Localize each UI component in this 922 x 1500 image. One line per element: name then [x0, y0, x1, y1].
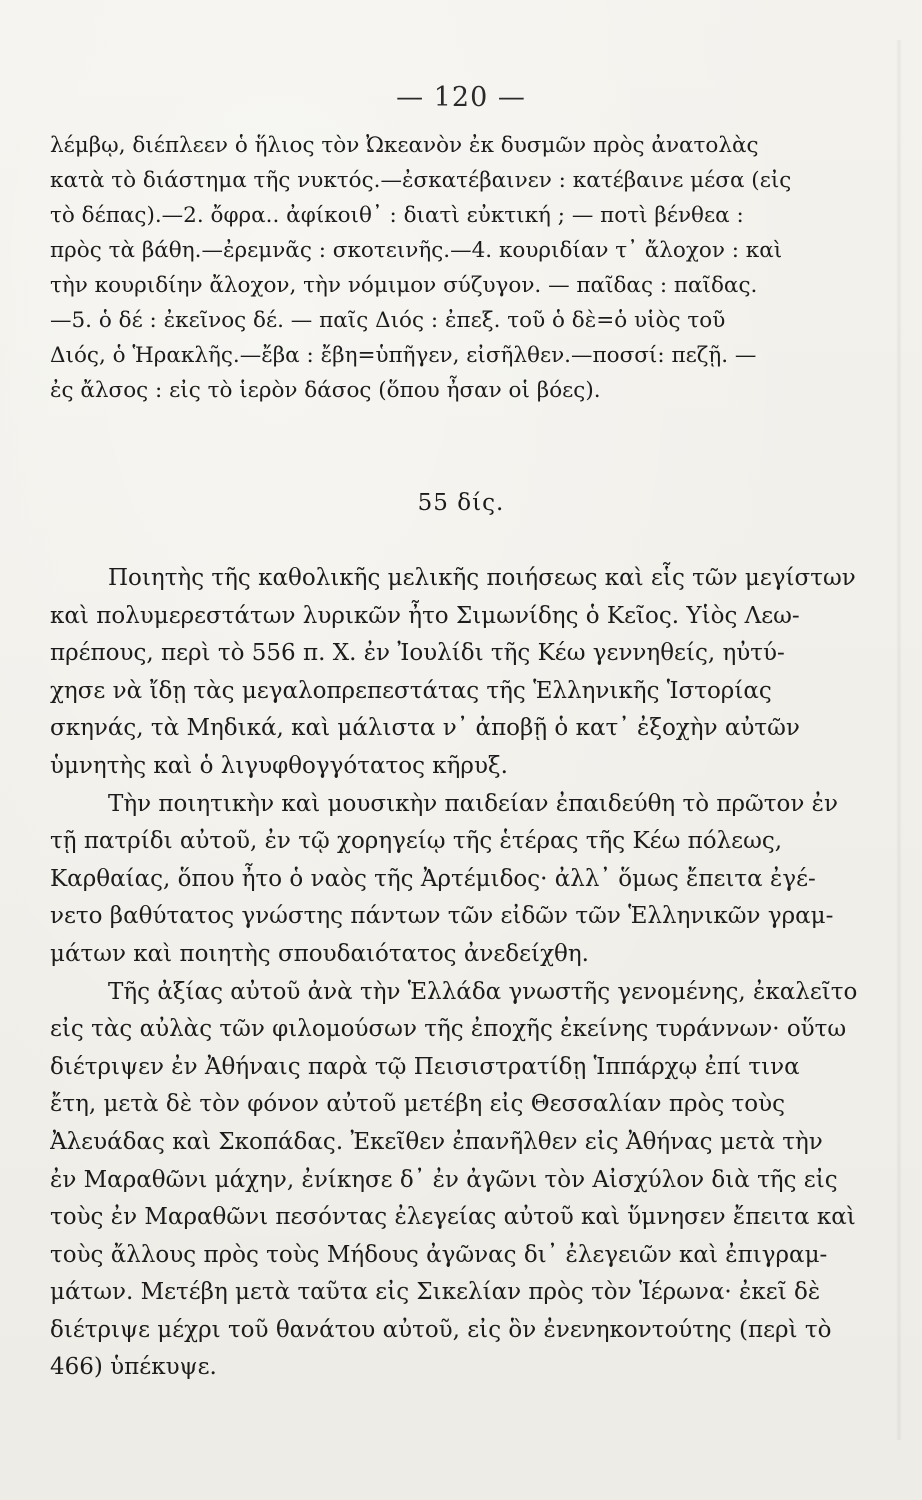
notes-line: ἐς ἄλσος : εἰς τὸ ἱερὸν δάσος (ὅπου ἦσαν οἱ βόες).	[50, 378, 601, 403]
paragraph-line: τοὺς ἐν Μαραθῶνι πεσόντας ἐλεγείας αὐτοῦ καὶ ὕμνησεν ἔπειτα καὶ	[50, 1204, 856, 1231]
paragraph-line: τῇ πατρίδι αὐτοῦ, ἐν τῷ χορηγείῳ τῆς ἑτέρας τῆς Κέω πόλεως,	[50, 828, 783, 855]
paragraph-line: Τῆς ἀξίας αὐτοῦ ἀνὰ τὴν Ἑλλάδα γνωστῆς γενομένης, ἐκαλεῖτο	[108, 978, 858, 1005]
main-text	[50, 560, 880, 1387]
paragraph-line: ὑμνητὴς καὶ ὁ λιγυφθογγότατος κῆρυξ.	[50, 752, 508, 779]
paragraph-line: 466) ὑπέκυψε.	[50, 1354, 217, 1381]
paragraph-line: Ποιητὴς τῆς καθολικῆς μελικῆς ποιήσεως καὶ εἷς τῶν μεγίστων	[108, 565, 856, 591]
commentary-notes	[50, 128, 880, 408]
paragraph-line: εἰς τὰς αὐλὰς τῶν φιλομούσων τῆς ἐποχῆς ἐκείνης τυράννων· οὕτω	[50, 1016, 847, 1043]
paragraph-line: πρέπους, περὶ τὸ 556 π. Χ. ἐν Ἰουλίδι τῆς Κέω γεννηθείς, ηὐτύ-	[50, 640, 785, 667]
paragraph-line: ἐν Μαραθῶνι μάχην, ἐνίκησε δ᾽ ἐν ἀγῶνι τὸν Αἰσχύλον διὰ τῆς εἰς	[50, 1166, 838, 1193]
paragraph-line: τοὺς ἄλλους πρὸς τοὺς Μήδους ἀγῶνας δι᾽ ἐλεγειῶν καὶ ἐπιγραμ-	[50, 1241, 828, 1268]
paragraph-line: μάτων καὶ ποιητὴς σπουδαιότατος ἀνεδείχθη.	[50, 940, 589, 967]
notes-line: Διός, ὁ Ἡρακλῆς.—ἔβα : ἔβη=ὑπῆγεν, εἰσῆλθεν.—ποσσί: πεζῇ. —	[50, 343, 757, 368]
paragraph-line: Τὴν ποιητικὴν καὶ μουσικὴν παιδείαν ἐπαιδεύθη τὸ πρῶτον ἐν	[108, 790, 838, 817]
paragraph-line: σκηνάς, τὰ Μηδικά, καὶ μάλιστα ν᾽ ἀποβῇ ὁ κατ᾽ ἐξοχὴν αὐτῶν	[50, 715, 800, 742]
section-title: 55 δίς.	[417, 490, 505, 516]
paragraph-line: διέτριψεν ἐν Ἀθήναις παρὰ τῷ Πεισιστρατίδῃ Ἱππάρχῳ ἐπί τινα	[50, 1053, 800, 1080]
paragraph-line: Καρθαίας, ὅπου ἦτο ὁ ναὸς τῆς Ἀρτέμιδος· ἀλλ᾽ ὅμως ἔπειτα ἐγέ-	[50, 865, 816, 892]
paragraph-line: διέτριψε μέχρι τοῦ θανάτου αὐτοῦ, εἰς ὃν ἐνενηκοντούτης (περὶ τὸ	[50, 1316, 832, 1343]
paragraph-line: νετο βαθύτατος γνώστης πάντων τῶν εἰδῶν τῶν Ἑλληνικῶν γραμ-	[50, 903, 834, 930]
notes-line: πρὸς τὰ βάθη.—ἐρεμνᾶς : σκοτεινῆς.—4. κουριδίαν τ᾽ ἄλοχον : καὶ	[50, 238, 783, 263]
paragraph-line: ἔτη, μετὰ δὲ τὸν φόνον αὐτοῦ μετέβη εἰς Θεσσαλίαν πρὸς τοὺς	[50, 1091, 785, 1118]
paragraph-line: Ἀλευάδας καὶ Σκοπάδας. Ἐκεῖθεν ἐπανῆλθεν εἰς Ἀθήνας μετὰ τὴν	[50, 1128, 823, 1155]
paragraph-line: καὶ πολυμερεστάτων λυρικῶν ἦτο Σιμωνίδης ὁ Κεῖος. Υἱὸς Λεω-	[50, 602, 800, 629]
notes-line: —5. ὁ δέ : ἐκεῖνος δέ. — παῖς Διός : ἐπεξ. τοῦ ὁ δὲ=ὁ υἱὸς τοῦ	[50, 308, 726, 333]
page-edge-shadow	[896, 40, 902, 1440]
notes-line: τὴν κουριδίην ἄλοχον, τὴν νόμιμον σύζυγον. — παῖδας : παῖδας.	[50, 273, 758, 298]
notes-line: τὸ δέπας).—2. ὄφρα.. ἀφίκοιθ᾽ : διατὶ εὐκτική ; — ποτὶ βένθεα :	[50, 203, 744, 228]
notes-line: λέμβῳ, διέπλεεν ὁ ἥλιος τὸν Ὠκεανὸν ἐκ δυσμῶν πρὸς ἀνατολὰς	[50, 133, 759, 158]
page-number: — 120 —	[396, 82, 526, 113]
notes-line: κατὰ τὸ διάστημα τῆς νυκτός.—ἐσκατέβαινεν : κατέβαινε μέσα (εἰς	[50, 168, 792, 193]
paragraph-line: χησε νὰ ἴδῃ τὰς μεγαλοπρεπεστάτας τῆς Ἑλληνικῆς Ἱστορίας	[50, 677, 772, 704]
paragraph-line: μάτων. Μετέβη μετὰ ταῦτα εἰς Σικελίαν πρὸς τὸν Ἱέρωνα· ἐκεῖ δὲ	[50, 1279, 821, 1306]
